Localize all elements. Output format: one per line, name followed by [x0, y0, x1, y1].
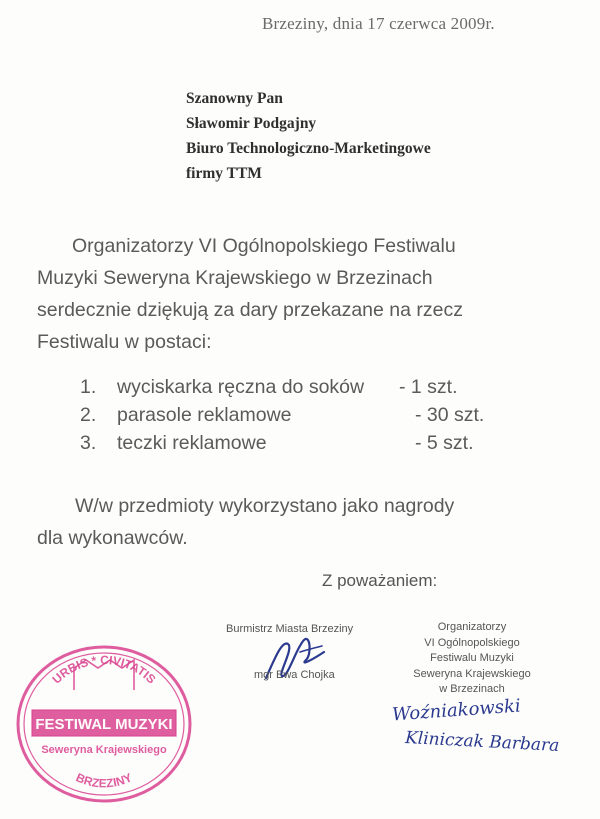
closing-line: W/w przedmioty wykorzystano jako nagrody	[75, 495, 455, 517]
body-line: Muzyki Seweryna Krajewskiego w Brzezinach	[37, 267, 433, 289]
organizers-line: Organizatorzy	[437, 621, 507, 633]
date-line: Brzeziny, dnia 17 czerwca 2009r.	[262, 14, 495, 33]
mayor-title: Burmistrz Miasta Brzeziny	[226, 623, 354, 635]
organizers-line: VI Ogólnopolskiego	[424, 636, 520, 649]
festival-stamp-icon	[10, 640, 198, 805]
stamp-name-text: Seweryna Krajewskiego	[41, 744, 167, 756]
greeting: Z poważaniem:	[322, 571, 438, 590]
svg-text:BRZEZINY	[74, 770, 134, 790]
recipient-address	[186, 86, 431, 186]
item-quantity: - 5 szt.	[415, 432, 474, 454]
letter-body	[37, 230, 463, 358]
item-name: parasole reklamowe	[117, 404, 292, 426]
organizers-line: Seweryna Krajewskiego	[413, 667, 531, 680]
stamp-top-text: URBIS * CIVITATIS	[49, 652, 159, 687]
svg-text:URBIS * CIVITATIS	[49, 653, 158, 687]
item-name: wyciskarka ręczna do soków	[117, 376, 365, 398]
stamp-bottom-text: BRZEZINY	[73, 770, 135, 791]
mayor-name: mgr Ewa Chojka	[254, 669, 335, 681]
recipient-line: Sławomir Podgajny	[186, 115, 317, 132]
list-number: 2.	[80, 404, 97, 426]
organizers-block	[398, 620, 546, 698]
handwritten-signature: Kliniczak Barbara	[404, 727, 560, 757]
organizers-line: w Brzezinach	[439, 683, 505, 695]
list-number: 3.	[80, 432, 97, 454]
recipient-line: firmy TTM	[186, 165, 262, 182]
organizers-line: Festiwalu Muzyki	[430, 652, 514, 664]
closing-paragraph	[37, 490, 454, 554]
closing-line: dla wykonawców.	[37, 527, 188, 549]
item-quantity: - 1 szt.	[399, 376, 458, 398]
stamp-band-text: FESTIWAL MUZYKI	[35, 716, 173, 733]
body-line: serdecznie dziękują za dary przekazane na rzecz	[37, 299, 463, 321]
item-quantity: - 30 szt.	[415, 404, 485, 426]
list-number: 1.	[80, 376, 97, 398]
handwritten-signature: Woźniakowski	[391, 695, 522, 726]
body-line: Organizatorzy VI Ogólnopolskiego Festiwalu	[72, 235, 456, 257]
body-line: Festiwalu w postaci:	[37, 331, 212, 353]
recipient-line: Szanowny Pan	[186, 90, 283, 107]
recipient-line: Biuro Technologiczno-Marketingowe	[186, 140, 431, 157]
item-name: teczki reklamowe	[117, 432, 267, 454]
